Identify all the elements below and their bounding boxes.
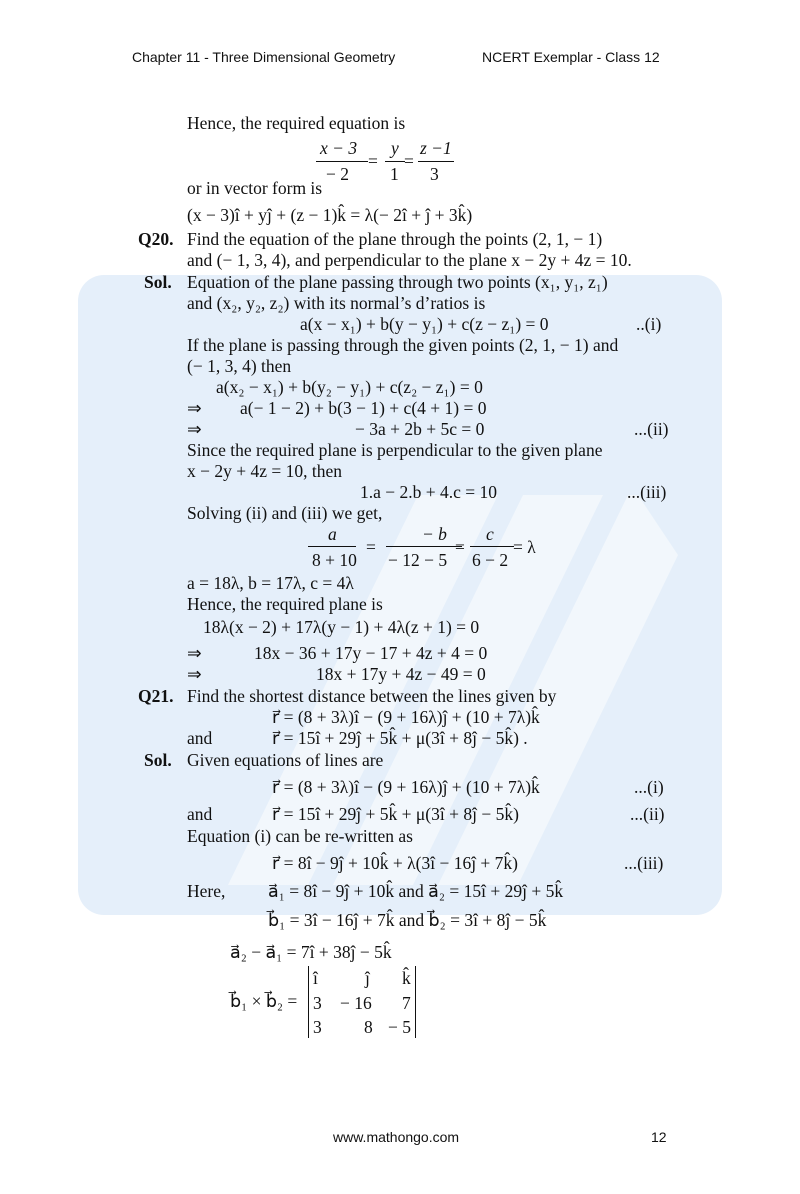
header-book-title: NCERT Exemplar - Class 12 [482,49,660,65]
fraction2-numerator-a: a [328,524,337,544]
determinant-cell: 3 [313,993,322,1013]
fraction2-equals-lambda: = λ [513,537,536,557]
sol20-text-line7: Solving (ii) and (iii) we get, [187,503,383,523]
sol20-text-line5: Since the required plane is perpendicular to the given plane [187,440,603,460]
q21-line-r2: r⃗ = 15î + 29ĵ + 5k̂ + μ(3î + 8ĵ − 5k̂) . [272,728,528,748]
determinant-cell: 3 [313,1017,322,1037]
sol21-text-line2: Equation (i) can be re-written as [187,826,413,846]
sol21-line-r1: r⃗ = (8 + 3λ)î − (9 + 16λ)ĵ + (10 + 7λ)k̂ [272,777,540,797]
determinant-cell: ĵ [365,968,370,988]
sol20-equation8: 18x + 17y + 4z − 49 = 0 [316,664,486,684]
sol20-text-line3: If the plane is passing through the given points (2, 1, − 1) and [187,335,619,355]
fraction1-denominator-b: 1 [390,164,399,184]
text-hence-equation: Hence, the required equation is [187,113,406,133]
sol20-equation6: 18λ(x − 2) + 17λ(y − 1) + 4λ(z + 1) = 0 [203,617,480,637]
q20-text-line2: and (− 1, 3, 4), and perpendicular to the plane x − 2y + 4z = 10. [187,250,632,270]
fraction2-denominator-a: 8 + 10 [312,550,357,570]
sol20-equation4-tag: ...(ii) [634,419,669,439]
sol21-a-vectors: a⃗₁ = 8î − 9ĵ + 10k̂ and a⃗₂ = 15î + 29ĵ + 5k̂ [268,881,564,901]
determinant-cell: − 16 [340,993,372,1013]
q20-text-line1: Find the equation of the plane through the points (2, 1, − 1) [187,229,603,249]
sol21-b-vectors: b⃗₁ = 3î − 16ĵ + 7k̂ and b⃗₂ = 3î + 8ĵ − 5k̂ [268,910,547,930]
text-vector-form: or in vector form is [187,178,323,198]
fraction2-bar-a [308,546,356,547]
sol20-text-line4: (− 1, 3, 4) then [187,356,292,376]
sol21-line-r1-tag: ...(i) [634,777,664,797]
sol20-equation5-tag: ...(iii) [627,482,667,502]
sol20-equation5: 1.a − 2.b + 4.c = 10 [360,482,498,502]
determinant-cell: k̂ [402,968,411,988]
determinant-cell: − 5 [388,1017,411,1037]
sol20-equation1-tag: ..(i) [636,314,662,334]
equation-vector-form: (x − 3)î + yĵ + (z − 1)k̂ = λ(− 2î + ĵ + 3k̂) [187,205,473,225]
fraction1-numerator-c: z −1 [420,138,452,158]
determinant-cell: î [313,968,318,988]
q21-label: Q21. [138,686,174,706]
sol20-text-line2: and (x₂, y₂, z₂) with its normal’s d’ratios is [187,293,486,313]
fraction1-numerator-b: y [391,138,399,158]
sol20-values: a = 18λ, b = 17λ, c = 4λ [187,573,354,593]
fraction1-denominator-c: 3 [430,164,439,184]
q21-line-r1: r⃗ = (8 + 3λ)î − (9 + 16λ)ĵ + (10 + 7λ)k̂ [272,707,540,727]
header-chapter-title: Chapter 11 - Three Dimensional Geometry [132,49,396,65]
sol21-cross-product-label: b⃗₁ × b⃗₂ = [230,991,298,1011]
arrow-implies-4: ⇒ [187,664,202,684]
fraction1-bar-a [316,161,368,162]
sol21-here-word: Here, [187,881,226,901]
sol20-equation1: a(x − x₁) + b(y − y₁) + c(z − z₁) = 0 [300,314,549,334]
fraction1-equals-2: = [404,151,414,171]
sol20-equation3: a(− 1 − 2) + b(3 − 1) + c(4 + 1) = 0 [240,398,487,418]
fraction2-denominator-c: 6 − 2 [472,550,509,570]
sol21-and-word: and [187,804,213,824]
determinant-right-bar [415,966,416,1038]
footer-page-number: 12 [651,1129,667,1145]
fraction2-bar-c [470,546,514,547]
sol20-equation4: − 3a + 2b + 5c = 0 [355,419,485,439]
fraction2-denominator-b: − 12 − 5 [388,550,448,570]
determinant-cell: 7 [402,993,411,1013]
fraction2-bar-b [386,546,462,547]
determinant-left-bar [308,966,309,1038]
fraction2-numerator-b: − b [422,524,447,544]
q20-label: Q20. [138,229,174,249]
q21-text-line1: Find the shortest distance between the lines given by [187,686,557,706]
fraction1-denominator-a: − 2 [326,164,349,184]
sol21-line-r2: r⃗ = 15î + 29ĵ + 5k̂ + μ(3î + 8ĵ − 5k̂) [272,804,519,824]
sol21-line-r3: r⃗ = 8î − 9ĵ + 10k̂ + λ(3î − 16ĵ + 7k̂) [272,853,518,873]
fraction1-numerator-a: x − 3 [320,138,358,158]
arrow-implies-1: ⇒ [187,398,202,418]
arrow-implies-3: ⇒ [187,643,202,663]
sol21-line-r2-tag: ...(ii) [630,804,665,824]
sol21-a-difference: a⃗₂ − a⃗₁ = 7î + 38ĵ − 5k̂ [230,942,392,962]
sol20-text-line6: x − 2y + 4z = 10, then [187,461,343,481]
fraction2-equals-1: = [366,537,376,557]
determinant-cell: 8 [364,1017,373,1037]
sol21-text-line1: Given equations of lines are [187,750,384,770]
fraction1-equals-1: = [368,151,378,171]
fraction2-equals-2: = [455,537,465,557]
fraction1-bar-b [385,161,405,162]
q21-and-word: and [187,728,213,748]
footer-website-link[interactable]: www.mathongo.com [333,1129,460,1145]
fraction2-numerator-c: c [486,524,494,544]
sol20-text-line1: Equation of the plane passing through two points (x₁, y₁, z₁) [187,272,608,292]
sol20-equation7: 18x − 36 + 17y − 17 + 4z + 4 = 0 [254,643,488,663]
sol20-equation2: a(x₂ − x₁) + b(y₂ − y₁) + c(z₂ − z₁) = 0 [216,377,483,397]
fraction1-bar-c [418,161,454,162]
arrow-implies-2: ⇒ [187,419,202,439]
sol20-text-line8: Hence, the required plane is [187,594,383,614]
sol21-line-r3-tag: ...(iii) [624,853,664,873]
sol21-label: Sol. [144,750,172,770]
sol20-label: Sol. [144,272,172,292]
